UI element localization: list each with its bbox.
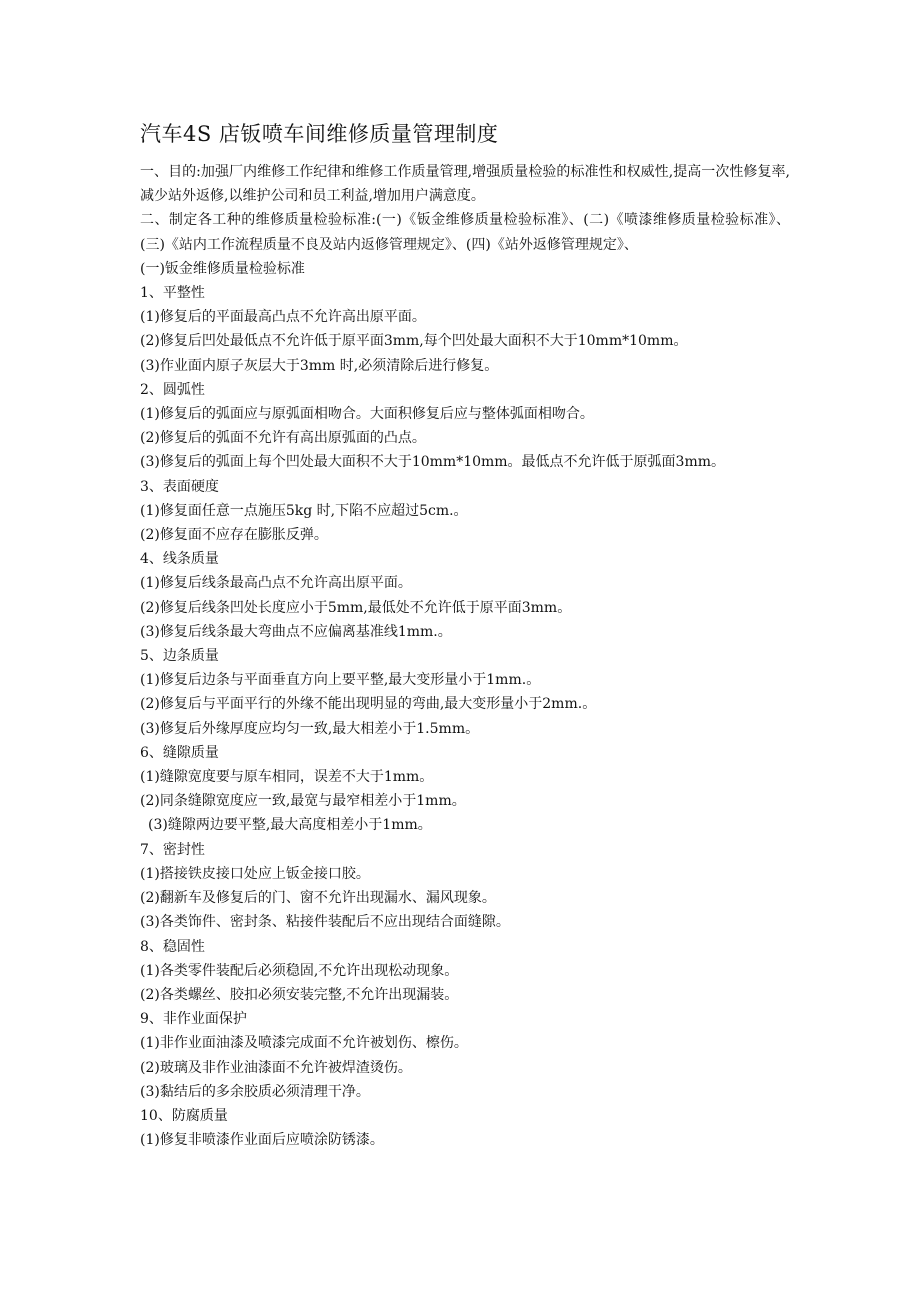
item-line: (2)同条缝隙宽度应一致,最宽与最窄相差小于1mm。 <box>140 793 466 810</box>
item-line: (2)各类螺丝、胶扣必须安装完整,不允许出现漏装。 <box>140 986 459 1003</box>
item-line: (3)修复后外缘厚度应均匀一致,最大相差小于1.5mm。 <box>140 720 480 737</box>
item-line: (2)翻新车及修复后的门、窗不允许出现漏水、漏风现象。 <box>140 890 496 907</box>
item-line: (1)缝隙宽度要与原车相同，误差不大于1mm。 <box>140 769 434 786</box>
item-heading: 2、圆弧性 <box>140 381 205 398</box>
item-line: (2)玻璃及非作业油漆面不允许被焊渣烫伤。 <box>140 1059 412 1076</box>
item-line: (1)修复非喷漆作业面后应喷涂防锈漆。 <box>140 1132 384 1149</box>
item-heading: 9、非作业面保护 <box>140 1011 247 1028</box>
item-heading: 4、线条质量 <box>140 551 219 568</box>
item-line: (1)修复后线条最高凸点不允许高出原平面。 <box>140 575 412 592</box>
item-line: (3)缝隙两边要平整,最大高度相差小于1mm。 <box>148 817 432 834</box>
item-heading: 6、缝隙质量 <box>140 744 219 761</box>
item-line: (2)修复后的弧面不允许有高出原弧面的凸点。 <box>140 430 426 447</box>
item-line: (3)作业面内原子灰层大于3mm 时,必须清除后进行修复。 <box>140 357 499 374</box>
item-line: (1)各类零件装配后必须稳固,不允许出现松动现象。 <box>140 962 459 979</box>
document-title: 汽车4S 店钣喷车间维修质量管理制度 <box>140 122 499 146</box>
item-line: (2)修复面不应存在膨胀反弹。 <box>140 527 328 544</box>
item-line: (3)各类饰件、密封条、粘接件装配后不应出现结合面缝隙。 <box>140 914 510 931</box>
intro-paragraph-purpose: 一、目的:加强厂内维修工作纪律和维修工作质量管理,增强质量检验的标准性和权威性,提高一次性修复率,减少站外返修,以维护公司和员工利益,增加用户满意度。 <box>140 164 790 205</box>
item-line: (3)修复后线条最大弯曲点不应偏离基准线1mm.。 <box>140 623 452 640</box>
item-line: (3)修复后的弧面上每个凹处最大面积不大于10mm*10mm。最低点不允许低于原弧面3mm。 <box>140 454 726 471</box>
item-line: (2)修复后与平面平行的外缘不能出现明显的弯曲,最大变形量小于2mm.。 <box>140 696 597 713</box>
item-line: (2)修复后凹处最低点不允许低于原平面3mm,每个凹处最大面积不大于10mm*10mm。 <box>140 333 688 350</box>
item-line: (3)黏结后的多余胶质必须清理干净。 <box>140 1083 370 1100</box>
item-line: (1)修复后边条与平面垂直方向上要平整,最大变形量小于1mm.。 <box>140 672 541 689</box>
section-heading: (一)钣金维修质量检验标准 <box>140 260 305 277</box>
item-heading: 5、边条质量 <box>140 648 219 665</box>
item-line: (1)修复面任意一点施压5kg 时,下陷不应超过5cm.。 <box>140 502 468 519</box>
item-heading: 8、稳固性 <box>140 938 205 955</box>
item-heading: 7、密封性 <box>140 841 205 858</box>
item-line: (1)非作业面油漆及喷漆完成面不允许被划伤、檫伤。 <box>140 1035 468 1052</box>
item-heading: 10、防腐质量 <box>140 1107 228 1124</box>
item-line: (1)修复后的弧面应与原弧面相吻合。大面积修复后应与整体弧面相吻合。 <box>140 406 594 423</box>
item-line: (1)修复后的平面最高凸点不允许高出原平面。 <box>140 309 426 326</box>
item-heading: 3、表面硬度 <box>140 478 219 495</box>
item-line: (2)修复后线条凹处长度应小于5mm,最低处不允许低于原平面3mm。 <box>140 599 572 616</box>
item-line: (1)搭接铁皮接口处应上钣金接口胶。 <box>140 865 370 882</box>
document-page <box>140 118 790 1152</box>
item-heading: 1、平整性 <box>140 285 205 302</box>
intro-paragraph-standards: 二、制定各工种的维修质量检验标准:(一)《钣金维修质量检验标准》、(二)《喷漆维修质量检验标准》、(三)《站内工作流程质量不良及站内返修管理规定》、(四)《站外返修管理规定》、 <box>140 212 790 253</box>
